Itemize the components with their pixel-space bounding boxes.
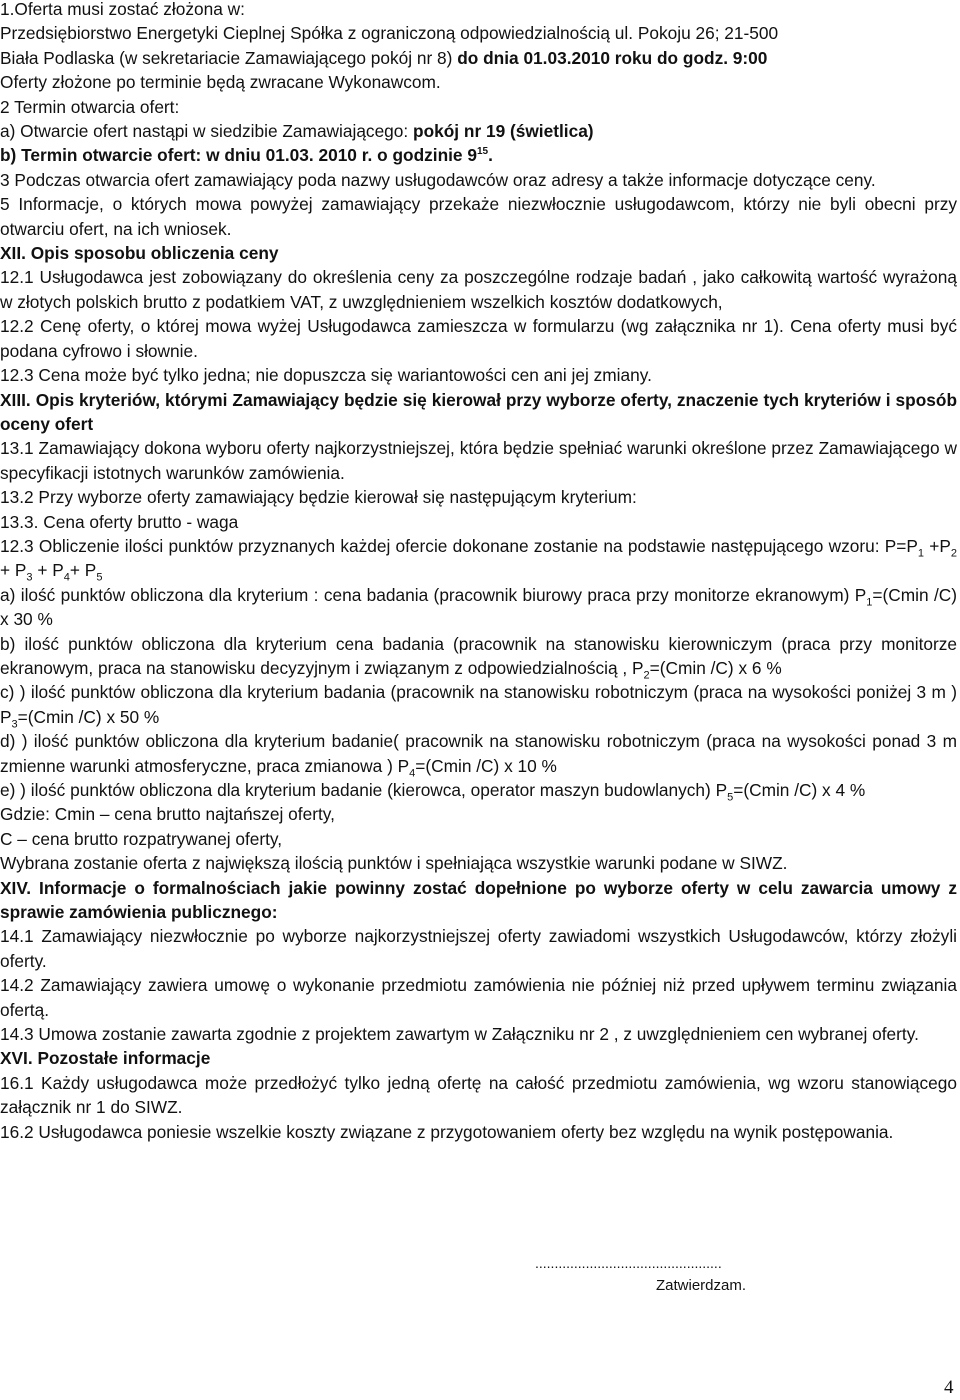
criterion-e-sub: 5 [727, 791, 734, 804]
criterion-c-sub: 3 [11, 718, 18, 731]
criterion-a-formula: =(Cmin /C) x 30 % [0, 584, 958, 630]
criterion-b-sub: 2 [643, 669, 650, 682]
paragraph-12-3: 12.3 Cena może być tylko jedna; nie dopuszcza się wariantowości cen ani jej zmiany. [0, 365, 652, 386]
address-line: Przedsiębiorstwo Energetyki Cieplnej Spółka z ograniczoną odpowiedzialnością ul. Pokoju 26; 21-500 [0, 23, 779, 44]
deadline-text: do dnia 01.03.2010 roku do godz. 9:00 [457, 47, 768, 68]
criterion-d-formula: =(Cmin /C) x 10 % [415, 755, 557, 776]
c-definition: C – cena brutto rozpatrywanej oferty, [0, 828, 283, 849]
criterion-c-text: c) ) ilość punktów obliczona dla kryterium badania (pracownik na stanowisku robotniczym (praca na wysokości poniżej 3 m ) P [0, 682, 957, 727]
section-xii-heading [0, 241, 957, 265]
section-xii-title: XII. Opis sposobu obliczenia ceny [0, 243, 279, 264]
criterion-c-formula: =(Cmin /C) x 50 % [17, 706, 160, 727]
opening-place-text: a) Otwarcie ofert nastąpi w siedzibie Zamawiającego: [0, 121, 414, 142]
paragraph-13-3: 13.3. Cena oferty brutto - waga [0, 511, 239, 532]
signature-label: Zatwierdzam. [656, 1277, 747, 1294]
formula-paragraph [0, 534, 957, 583]
late-offers-note: Oferty złożone po terminie będą zwracane Wykonawcom. [0, 72, 441, 93]
criterion-d [0, 729, 957, 778]
criterion-e-formula: =(Cmin /C) x 4 % [733, 780, 866, 800]
formula-term-4: P [52, 560, 64, 581]
criterion-d-sub: 4 [409, 767, 416, 780]
section-1-heading: 1.Oferta musi zostać złożona w: [0, 0, 245, 19]
paragraph-14-3: 14.3 Umowa zostanie zawarta zgodnie z projektem zawartym w Załączniku nr 2 , z uwzględnieniem cen wybranej oferty. [0, 1024, 919, 1045]
paragraph-12-1: 12.1 Usługodawca jest zobowiązany do określenia ceny za poszczególne rodzaje badań , jako całkowitą wartość wyrażoną w złotych polskich brutto z podatkiem VAT, z uwzględnieniem wszelkich kosztów dodatkowych, [0, 267, 957, 312]
criterion-c [0, 680, 957, 729]
opening-date-line [0, 143, 957, 167]
section-xvi-heading [0, 1046, 957, 1070]
selection-rule: Wybrana zostanie oferta z największą ilością punktów i spełniająca wszystkie warunki podane w SIWZ. [0, 853, 788, 874]
paragraph-16-2: 16.2 Usługodawca poniesie wszelkie koszty związane z przygotowaniem oferty bez względu na wynik postępowania. [0, 1121, 894, 1142]
formula-plus: + [32, 560, 53, 581]
criterion-d-text: d) ) ilość punktów obliczona dla kryterium badanie( pracownik na stanowisku robotniczym (praca na wysokości ponad 3 m zmienne warunki atmosferyczne, praca zmianowa ) P [0, 731, 957, 776]
paragraph-16-1: 16.1 Każdy usługodawca może przedłożyć tylko jedną ofertę na całość przedmiotu zamówienia, wg wzoru stanowiącego załącznik nr 1 do SIWZ. [0, 1072, 957, 1118]
formula-sub-2: 2 [950, 547, 958, 560]
formula-intro: 12.3 Obliczenie ilości punktów przyznanych każdej ofercie dokonane zostanie na podstawie następującego wzoru: P=P [0, 535, 918, 556]
paragraph-14-1: 14.1 Zamawiający niezwłocznie po wyborze najkorzystniejszej oferty zawiadomi wszystkich Usługodawców, którzy złożyli oferty. [0, 926, 957, 971]
formula-sub-5: 5 [96, 571, 103, 584]
paragraph-5: 5 Informacje, o których mowa powyżej zamawiający przekaże niezwłocznie usługodawcom, którzy nie byli obecni przy otwarciu ofert, na ich wniosek. [0, 194, 957, 239]
formula-sub-3: 3 [26, 571, 33, 584]
section-xiii-heading [0, 388, 957, 437]
paragraph-13-2: 13.2 Przy wyborze oferty zamawiający będzie kierował się następującym kryterium: [0, 487, 637, 508]
opening-room: pokój nr 19 (świetlica) [413, 121, 594, 142]
opening-hour-minutes: 15 [476, 146, 489, 158]
deadline-line [0, 46, 957, 70]
opening-date-period: . [488, 145, 493, 166]
location-text: Biała Podlaska (w sekretariacie Zamawiającego pokój nr 8) [0, 47, 458, 68]
formula-sub-1: 1 [917, 547, 925, 560]
paragraph-14-2: 14.2 Zamawiający zawiera umowę o wykonanie przedmiotu zamówienia nie później niż przed upływem terminu związania ofertą. [0, 975, 957, 1020]
formula-term-5: + P [69, 560, 97, 581]
section-xiii-title: XIII. Opis kryteriów, którymi Zamawiający będzie się kierował przy wyborze oferty, znaczenie tych kryteriów i sposób oceny ofert [0, 389, 957, 434]
cmin-definition: Gdzie: Cmin – cena brutto najtańszej oferty, [0, 804, 335, 825]
paragraph-12-2: 12.2 Cenę oferty, o której mowa wyżej Usługodawca zamieszcza w formularzu (wg załącznika nr 1). Cena oferty musi być podana cyfrowo i słownie. [0, 316, 957, 361]
page-number: 4 [944, 1377, 954, 1398]
criterion-b [0, 632, 957, 681]
opening-place-line [0, 119, 957, 143]
criterion-a-text: a) ilość punktów obliczona dla kryterium : cena badania (pracownik biurowy praca przy monitorze ekranowym) P [0, 584, 867, 605]
section-xiv-heading [0, 876, 957, 925]
opening-date-heading: 2 Termin otwarcia ofert: [0, 96, 180, 117]
criterion-e-text: e) ) ilość punktów obliczona dla kryterium badanie (kierowca, operator maszyn budowlanych) P [0, 780, 728, 800]
formula-sub-4: 4 [63, 571, 70, 584]
formula-term-2: +P [924, 535, 951, 556]
formula-term-3: + P [0, 560, 27, 581]
criterion-a [0, 583, 957, 632]
criterion-e [0, 778, 957, 802]
section-xvi-title: XVI. Pozostałe informacje [0, 1048, 211, 1069]
paragraph-13-1: 13.1 Zamawiający dokona wyboru oferty najkorzystniejszej, która będzie spełniać warunki określone przez Zamawiającego w specyfikacji istotnych warunków zamówienia. [0, 438, 957, 483]
criterion-b-text: b) ilość punktów obliczona dla kryterium cena badania (pracownik na stanowisku kierowniczym (praca przy monitorze ekranowym, praca na stanowisku decyzyjnym i związanym z odpowiedzialnością , P [0, 633, 957, 678]
signature-dots: ................................................ [535, 1255, 722, 1271]
paragraph-3: 3 Podczas otwarcia ofert zamawiający poda nazwy usługodawców oraz adresy a także informacje dotyczące ceny. [0, 169, 876, 190]
opening-date-text: b) Termin otwarcie ofert: w dniu 01.03. 2010 r. o godzinie 9 [0, 145, 477, 166]
criterion-a-sub: 1 [866, 596, 873, 609]
criterion-b-formula: =(Cmin /C) x 6 % [649, 657, 782, 678]
section-xiv-title: XIV. Informacje o formalnościach jakie powinny zostać dopełnione po wyborze oferty w celu zawarcia umowy z sprawie zamówienia publicznego: [0, 877, 957, 923]
